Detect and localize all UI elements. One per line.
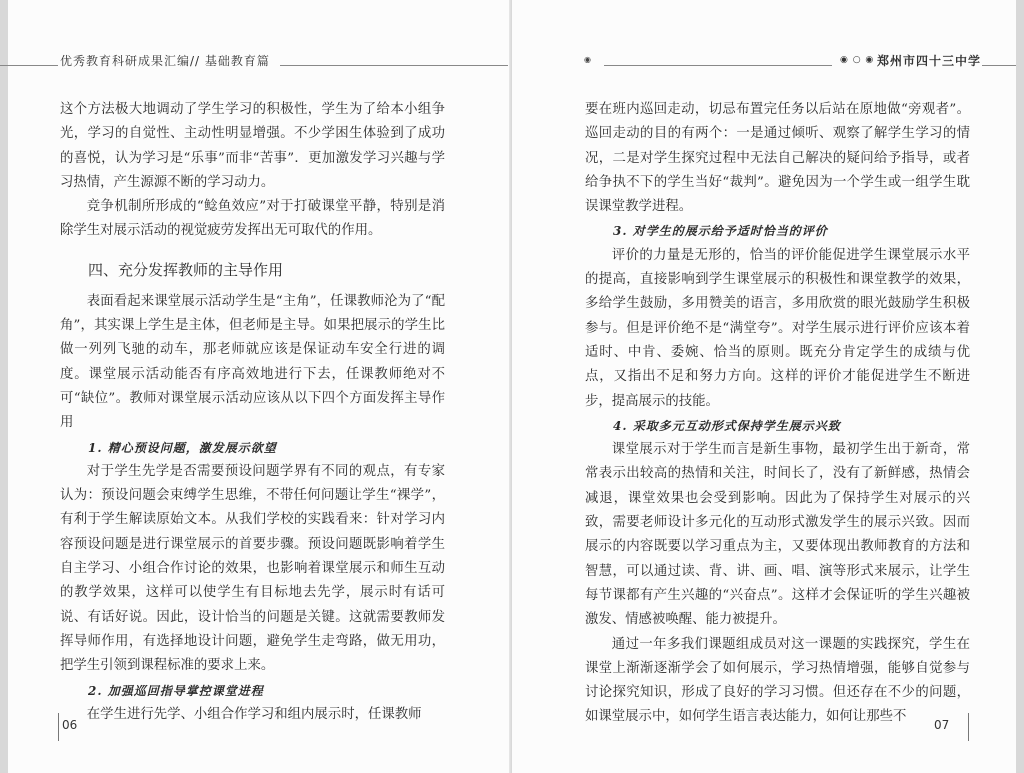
paragraph: 这个方法极大地调动了学生学习的积极性，学生为了给本小组争光，学习的自觉性、主动性明显增强。不少学困生体验到了成功的喜悦，认为学习是“乐事”而非“苦事”．更加激发学习兴趣与学习热情，产生源源不断的学习动力。 (60, 102, 445, 190)
right-header-rule-short (982, 65, 1016, 66)
left-running-header: 优秀教育科研成果汇编// 基础教育篇 (60, 54, 270, 68)
right-running-header: 郑州市四十三中学 (877, 54, 982, 68)
right-body-text (585, 98, 970, 730)
left-header-rule-short (0, 65, 58, 66)
paragraph: 课堂展示对于学生而言是新生事物，最初学生出于新奇，常常表示出较高的热情和关注，时间长了，没有了新鲜感，热情会减退，课堂效果也会受到影响。因此为了保持学生对展示的兴致，需要老师设计多元化的互动形式激发学生的展示兴致。因而展示的内容既要以学习重点为主，又要体现出教师教育的方法和智慧，可以通过读、背、讲、画、唱、演等形式来展示，让学生每节课都有产生兴趣的“兴奋点”。这样才会保证听的学生兴趣被激发、情感被唤醒、能力被提升。 (585, 442, 970, 628)
left-header-rule (280, 65, 508, 66)
paragraph: 评价的力量是无形的，恰当的评价能促进学生课堂展示水平的提高，直接影响到学生课堂展示的积极性和课堂教学的效果，多给学生鼓励，多用赞美的语言，多用欣赏的眼光鼓励学生积极参与。但是评价绝不是“满堂夸”。对学生展示进行评价应该本着适时、中肯、委婉、恰当的原则。既充分肯定学生的成绩与优点，又指出不足和努力方向。这样的评价才能促进学生不断进步，提高展示的技能。 (585, 247, 970, 409)
paragraph: 对于学生先学是否需要预设问题学界有不同的观点，有专家认为：预设问题会束缚学生思维，不带任何问题让学生“裸学”，有利于学生解读原始文本。从我们学校的实践看来：针对学习内容预设问题是进行课堂展示的首要步骤。预设问题既影响着学生自主学习、小组合作讨论的效果，也影响着课堂展示和师生互动的教学效果，这样可以使学生有目标地去先学，展示时有话可说、有话好说。因此，设计恰当的问题是关键。这就需要教师发挥导师作用，有选择地设计问题，避免学生走弯路，做无用功，把学生引领到课程标准的要求上来。 (60, 463, 445, 674)
right-footer-rule (968, 713, 969, 741)
subheading: 3. 对学生的展示给予适时恰当的评价 (613, 224, 828, 239)
subheading: 4. 采取多元互动形式保持学生展示兴致 (613, 418, 841, 433)
page-number-right: 07 (934, 718, 950, 732)
left-edge-strip (0, 0, 8, 773)
right-page (512, 0, 1024, 773)
paragraph: 通过一年多我们课题组成员对这一课题的实践探究，学生在课堂上渐渐逐渐学会了如何展示，学习热情增强，能够自觉参与讨论探究知识，形成了良好的学习习惯。但还存在不少的问题，如课堂展示中，如何学生语言表达能力，如何让那些不 (585, 636, 970, 725)
header-ornament-icon: ◉ ○ ◉ (840, 55, 875, 65)
section-heading: 四、充分发挥教师的主导作用 (88, 260, 284, 279)
paragraph: 要在班内巡回走动，切忌布置完任务以后站在原地做“旁观者”。巡回走动的目的有两个：一是通过倾听、观察了解学生学习的情况，二是对学生探究过程中无法自己解决的疑问给予指导，或者给争执不下的学生当好“裁判”。避免因为一个学生或一组学生耽误课堂教学进程。 (585, 102, 970, 215)
left-body-text (60, 98, 445, 727)
paragraph: 竞争机制所形成的“鲶鱼效应”对于打破课堂平静，特别是消除学生对展示活动的视觉疲劳发挥出无可取代的作用。 (60, 199, 445, 239)
subheading: 2. 加强巡回指导掌控课堂进程 (88, 683, 264, 698)
subheading: 1. 精心预设问题，激发展示欲望 (88, 440, 277, 455)
right-edge-strip (1016, 0, 1024, 773)
page-number-left: 06 (62, 718, 78, 732)
header-dot-icon: ◉ (584, 55, 591, 64)
right-header-rule (604, 65, 832, 66)
paragraph: 表面看起来课堂展示活动学生是“主角”，任课教师沦为了“配角”，其实课上学生是主体，但老师是主导。如果把展示的学生比做一列列飞驰的动车，那老师就应该是保证动车安全行进的调度。课堂展示活动能否有序高效地进行下去，任课教师绝对不可“缺位”。教师对课堂展示活动应该从以下四个方面发挥主导作用 (60, 293, 445, 431)
left-footer-rule (58, 713, 59, 741)
paragraph: 在学生进行先学、小组合作学习和组内展示时，任课教师 (86, 706, 422, 722)
